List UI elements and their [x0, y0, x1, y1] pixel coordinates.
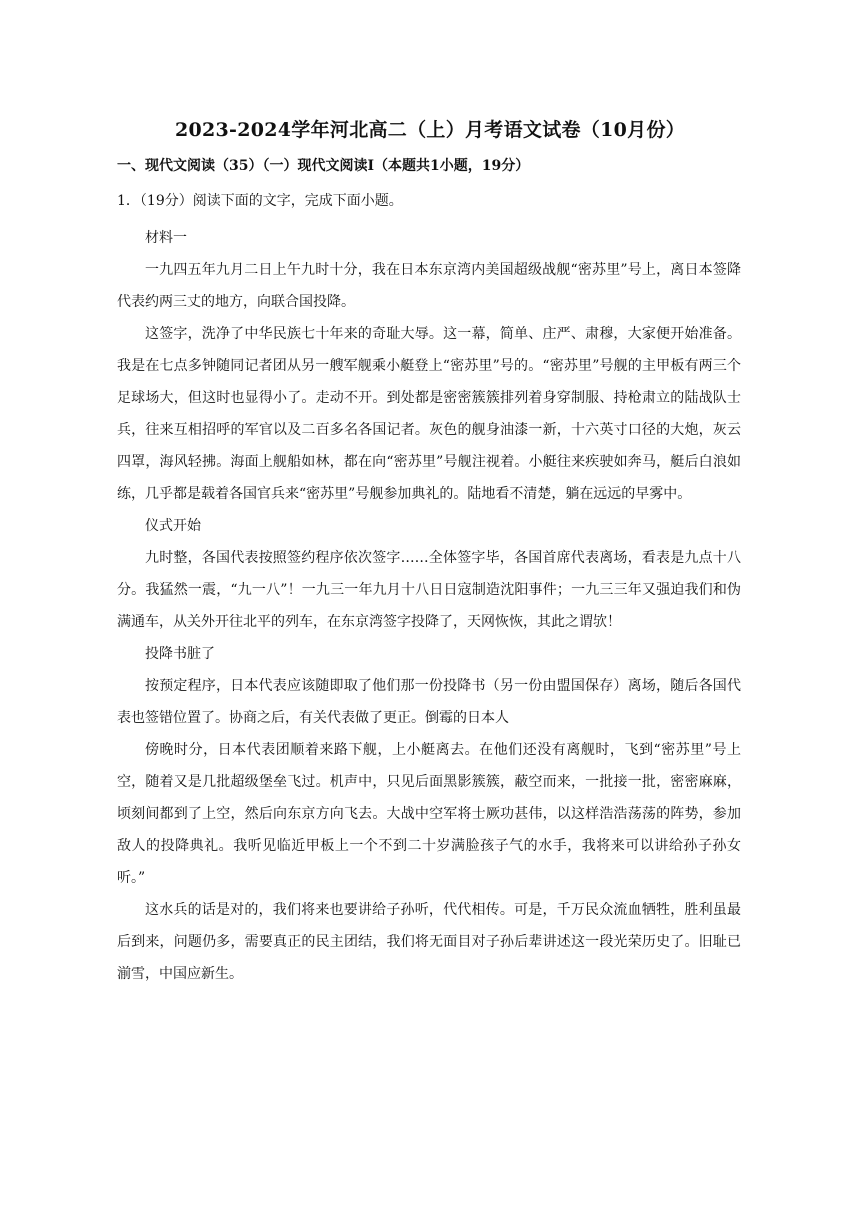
question-prompt: 1．（19分）阅读下面的文字，完成下面小题。 [117, 193, 403, 209]
reading-passage [117, 222, 741, 990]
passage-paragraph: 这签字，洗净了中华民族七十年来的奇耻大辱。这一幕，简单、庄严、肃穆，大家便开始准备。我是在七点多钟随同记者团从另一艘军舰乘小艇登上“密苏里”号的。“密苏里”号舰的主甲板有两三个足球场大，但这时也显得小了。走动不开。到处都是密密簇簇排列着身穿制服、持枪肃立的陆战队士兵，往来互相招呼的军官以及二百多名各国记者。灰色的舰身油漆一新，十六英寸口径的大炮，灰云四罩，海风轻拂。海面上舰船如林，都在向“密苏里”号舰注视着。小艇往来疾驶如奔马，艇后白浪如练，几乎都是载着各国官兵来“密苏里”号舰参加典礼的。陆地看不清楚，躺在远远的早雾中。 [117, 326, 741, 502]
passage-paragraph: 一九四五年九月二日上午九时十分，我在日本东京湾内美国超级战舰“密苏里”号上，离日本签降代表约两三丈的地方，向联合国投降。 [117, 262, 741, 310]
section-heading: 一、现代文阅读（35）（一）现代文阅读Ⅰ（本题共1小题，19分） [117, 158, 530, 174]
passage-subheading: 投降书脏了 [145, 646, 215, 662]
material-label: 材料一 [145, 230, 187, 246]
exam-title: 2023-2024学年河北高二（上）月考语文试卷（10月份） [174, 119, 686, 141]
passage-paragraph: 这水兵的话是对的，我们将来也要讲给子孙听，代代相传。可是，千万民众流血牺牲，胜利虽最后到来，问题仍多，需要真正的民主团结，我们将无面目对子孙后辈讲述这一段光荣历史了。旧耻已湔雪，中国应新生。 [117, 902, 741, 982]
passage-paragraph: 傍晚时分，日本代表团顺着来路下舰，上小艇离去。在他们还没有离舰时，飞到“密苏里”号上空，随着又是几批超级堡垒飞过。机声中，只见后面黑影簇簇，蔽空而来，一批接一批，密密麻麻，顷刻间都到了上空，然后向东京方向飞去。大战中空军将士厥功甚伟，以这样浩浩荡荡的阵势，参加敌人的投降典礼。我听见临近甲板上一个不到二十岁满脸孩子气的水手，我将来可以讲给孙子孙女听。” [117, 742, 741, 886]
passage-subheading: 仪式开始 [145, 518, 201, 534]
passage-paragraph: 九时整，各国代表按照签约程序依次签字……全体签字毕，各国首席代表离场，看表是九点十八分。我猛然一震，“九一八”！一九三一年九月十八日日寇制造沈阳事件；一九三三年又强迫我们和伪满通车，从关外开往北平的列车，在东京湾签字投降了，天网恢恢，其此之谓欤！ [117, 550, 741, 630]
passage-paragraph: 按预定程序，日本代表应该随即取了他们那一份投降书（另一份由盟国保存）离场，随后各国代表也签错位置了。协商之后，有关代表做了更正。倒霉的日本人 [117, 678, 741, 726]
